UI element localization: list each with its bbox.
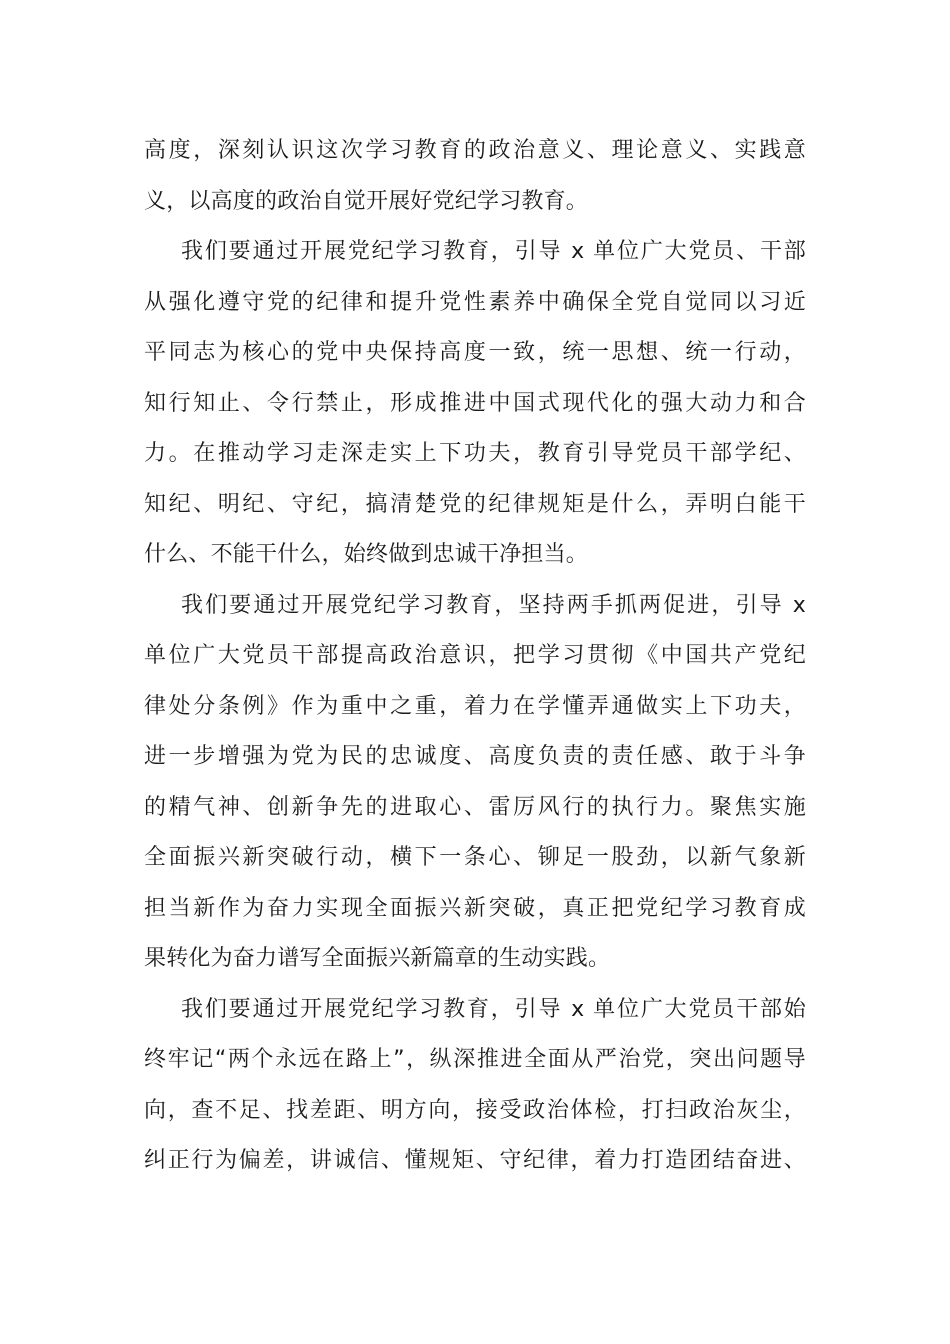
text-line: 担当新作为奋力实现全面振兴新突破，真正把党纪学习教育成 [144, 895, 806, 921]
text-line: 律处分条例》作为重中之重，着力在学懂弄通做实上下功夫， [144, 693, 806, 719]
text-line: 什么、不能干什么，始终做到忠诚干净担当。 [144, 542, 589, 567]
paragraph-first-line: 我们要通过开展党纪学习教育，坚持两手抓两促进，引导 x [181, 592, 806, 618]
text-line: 的精气神、创新争先的进取心、雷厉风行的执行力。聚焦实施 [144, 794, 806, 820]
text-line: 义，以高度的政治自觉开展好党纪学习教育。 [144, 188, 589, 214]
text-line: 纠正行为偏差，讲诚信、懂规矩、守纪律，着力打造团结奋进、 [144, 1148, 806, 1173]
paragraph-first-line: 我们要通过开展党纪学习教育，引导 x 单位广大党员、干部 [181, 239, 806, 264]
text-line: 全面振兴新突破行动，横下一条心、铆足一股劲，以新气象新 [144, 845, 806, 870]
text-line: 终牢记“两个永远在路上”，纵深推进全面从严治党，突出问题导 [144, 1047, 806, 1072]
text-line: 知纪、明纪、守纪，搞清楚党的纪律规矩是什么，弄明白能干 [144, 491, 806, 517]
text-line: 平同志为核心的党中央保持高度一致，统一思想、统一行动， [144, 340, 806, 365]
text-line: 向，查不足、找差距、明方向，接受政治体检，打扫政治灰尘， [144, 1097, 806, 1123]
text-line: 知行知止、令行禁止，形成推进中国式现代化的强大动力和合 [144, 390, 806, 416]
text-line: 进一步增强为党为民的忠诚度、高度负责的责任感、敢于斗争 [144, 744, 806, 769]
text-line: 果转化为奋力谱写全面振兴新篇章的生动实践。 [144, 946, 611, 971]
text-line: 从强化遵守党的纪律和提升党性素养中确保全党自觉同以习近 [144, 289, 806, 315]
text-line: 高度，深刻认识这次学习教育的政治意义、理论意义、实践意 [144, 138, 806, 163]
paragraph-first-line: 我们要通过开展党纪学习教育，引导 x 单位广大党员干部始 [181, 996, 806, 1022]
text-line: 单位广大党员干部提高政治意识，把学习贯彻《中国共产党纪 [144, 643, 806, 668]
body-text [144, 126, 806, 1187]
text-line: 力。在推动学习走深走实上下功夫，教育引导党员干部学纪、 [144, 441, 806, 466]
